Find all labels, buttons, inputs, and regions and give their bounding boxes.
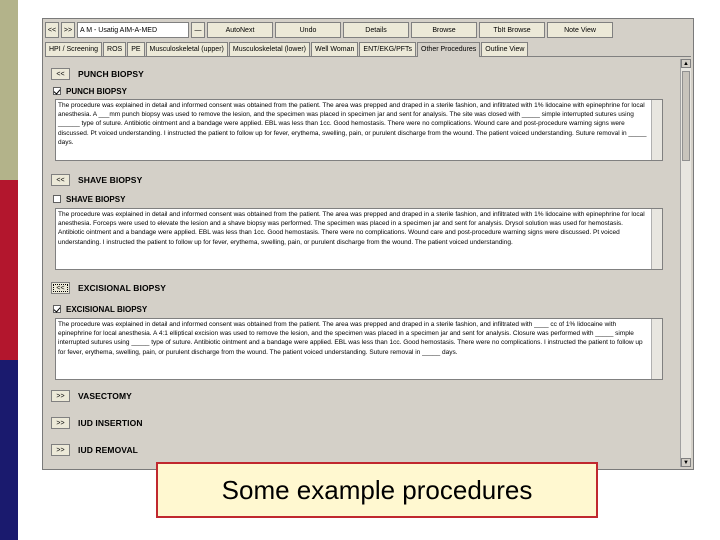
tab-ent-ekg-pfts[interactable]: ENT/EKG/PFTs [359, 42, 416, 56]
decor-stripe-olive [0, 0, 18, 180]
slide-caption: Some example procedures [156, 462, 598, 518]
punch-biopsy-check-row [53, 85, 127, 97]
tab-well-woman[interactable]: Well Woman [311, 42, 358, 56]
shave-biopsy-title: SHAVE BIOPSY [78, 175, 143, 185]
punch-biopsy-title: PUNCH BIOPSY [78, 69, 144, 79]
tab-other-procedures[interactable]: Other Procedures [417, 42, 480, 57]
excisional-biopsy-text: The procedure was explained in detail and informed consent was obtained from the patient. The area was prepped and draped in a sterile fashion, and infiltrated with ____ cc of 1% lidocaine with epinephrine for local anesthesia. A 4:1 elliptical excision was used to remove the lesion, and the specimen was placed in a specimen jar and sent for analysis. Closure was performed with _____ simple interrupted sutures using _____ type of suture. Antibiotic ointment and a bandage were applied. EBL was less than 1cc. Good hemostasis. There were no complications. I instructed the patient to follow up for fever, erythema, swelling, pain, or purulent discharge from the wound. The patient voiced understanding. Suture removal in _____ days. [58, 321, 643, 356]
scroll-down-arrow-icon[interactable]: ▼ [681, 458, 691, 467]
tbit-browse-button[interactable]: TbIt Browse [479, 22, 545, 38]
punch-biopsy-check-label: PUNCH BIOPSY [66, 86, 127, 96]
shave-biopsy-textarea[interactable] [55, 208, 663, 270]
vasectomy-header [51, 389, 132, 403]
excisional-biopsy-textarea[interactable] [55, 318, 663, 380]
autonext-button[interactable]: AutoNext [207, 22, 273, 38]
excisional-biopsy-check-row [53, 303, 147, 315]
next-button[interactable]: >> [61, 22, 75, 38]
punch-biopsy-checkbox[interactable] [53, 87, 61, 95]
patient-select[interactable]: A M - Usatig AIM-A-MED [77, 22, 189, 38]
tab-pe[interactable]: PE [127, 42, 144, 56]
excisional-biopsy-header [51, 281, 166, 295]
excisional-biopsy-scrollbar[interactable] [651, 319, 662, 379]
tab-musculoskeletal-lower[interactable]: Musculoskeletal (lower) [229, 42, 310, 56]
iud-removal-title: IUD REMOVAL [78, 445, 138, 455]
shave-biopsy-check-label: SHAVE BIOPSY [66, 194, 126, 204]
main-scrollbar[interactable] [680, 59, 691, 467]
toolbar [45, 22, 691, 40]
iud-removal-header [51, 443, 138, 457]
punch-biopsy-toggle[interactable]: << [51, 68, 70, 80]
shave-biopsy-check-row [53, 193, 125, 205]
tab-ros[interactable]: ROS [103, 42, 126, 56]
excisional-biopsy-title: EXCISIONAL BIOPSY [78, 283, 166, 293]
decor-stripe-navy [0, 360, 18, 540]
punch-biopsy-scrollbar[interactable] [651, 100, 662, 160]
scroll-thumb[interactable] [682, 71, 690, 161]
details-button[interactable]: Details [343, 22, 409, 38]
undo-button[interactable]: Undo [275, 22, 341, 38]
decor-stripe-red [0, 180, 18, 360]
punch-biopsy-text: The procedure was explained in detail and informed consent was obtained from the patient. The area was prepped and draped in a sterile fashion, and infiltrated with 1% lidocaine with epinephrine for local anesthesia. A ___mm punch biopsy was used to remove the lesion, and the specimen was placed in specimen jar and sent for analysis. The site was closed with _____ simple interrupted sutures using ______ type of suture. Antibiotic ointment and a bandage were applied. EBL was less than 1cc. Good hemostasis. There were no complications. Wound care and post-procedure warning signs were discussed. Pt voiced understanding. I instructed the patient to follow up for fever, erythema, swelling, pain, or purulent discharge from the wound. The patient voiced understanding. Suture removal in _____ days. [58, 102, 647, 146]
shave-biopsy-checkbox[interactable] [53, 195, 61, 203]
shave-biopsy-toggle[interactable]: << [51, 174, 70, 186]
prev-button[interactable]: << [45, 22, 59, 38]
note-view-button[interactable]: Note View [547, 22, 613, 38]
vasectomy-toggle[interactable]: >> [51, 390, 70, 402]
shave-biopsy-header [51, 173, 142, 187]
app-window [42, 18, 694, 470]
punch-biopsy-header [51, 67, 144, 81]
tab-hpi-screening[interactable]: HPI / Screening [45, 42, 102, 56]
tab-bar [45, 42, 691, 57]
iud-insertion-toggle[interactable]: >> [51, 417, 70, 429]
excisional-biopsy-check-label: EXCISIONAL BIOPSY [66, 304, 148, 314]
iud-removal-toggle[interactable]: >> [51, 444, 70, 456]
tab-outline-view[interactable]: Outline View [481, 42, 528, 56]
shave-biopsy-scrollbar[interactable] [651, 209, 662, 269]
browse-button[interactable]: Browse [411, 22, 477, 38]
excisional-biopsy-checkbox[interactable] [53, 305, 61, 313]
procedures-panel [51, 59, 677, 469]
punch-biopsy-textarea[interactable] [55, 99, 663, 161]
scroll-up-arrow-icon[interactable]: ▲ [681, 59, 691, 68]
tab-musculoskeletal-upper[interactable]: Musculoskeletal (upper) [146, 42, 228, 56]
vasectomy-title: VASECTOMY [78, 391, 132, 401]
shave-biopsy-text: The procedure was explained in detail and informed consent was obtained from the patient. The area was prepped and draped in a sterile fashion, and infiltrated with 1% lidocaine with epinephrine for local anesthesia. Forceps were used to elevate the lesion and a shave biopsy was performed. The specimen was placed in a specimen jar and sent for analysis. Drysol solution was used for hemostasis. Antibiotic ointment and a bandage were applied. EBL was less than 1cc. Good hemostasis. There were no complications. Wound care and post-procedure warning signs were discussed. Pt voiced understanding. I instructed the patient to follow up for fever, erythema, swelling, pain, or purulent discharge from the wound. The patient voiced understanding. [58, 211, 645, 246]
iud-insertion-title: IUD INSERTION [78, 418, 143, 428]
collapse-button[interactable]: — [191, 22, 205, 38]
excisional-biopsy-toggle[interactable]: << [51, 282, 70, 294]
iud-insertion-header [51, 416, 143, 430]
